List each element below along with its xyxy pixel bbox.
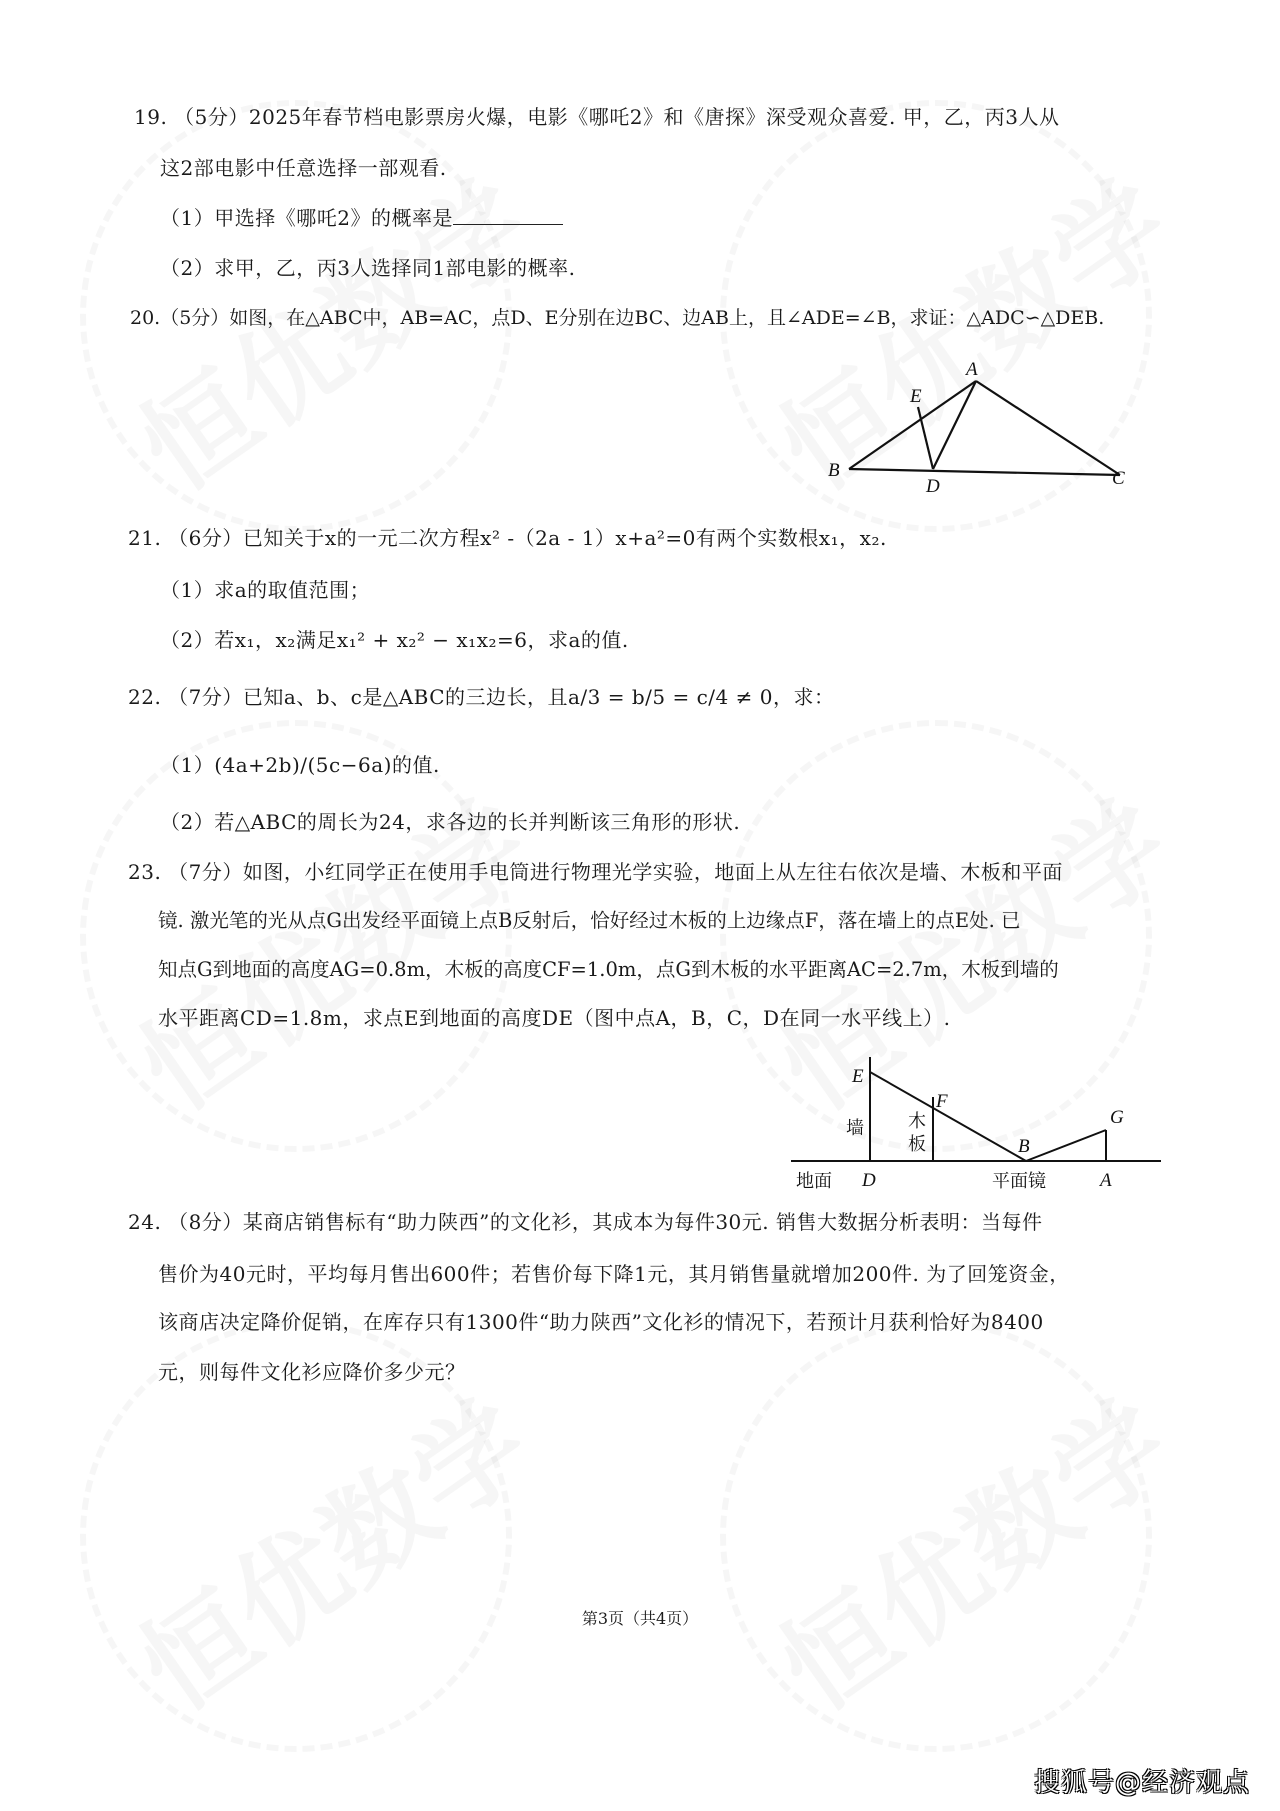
label-A: A: [1100, 1170, 1112, 1191]
q24-stem-line2: 售价为40元时，平均每月售出600件；若售价每下降1元，其月销售量就增加200件. 为了回笼资金，: [158, 1262, 1070, 1286]
q19-stem-line2: 这2部电影中任意选择一部观看.: [160, 156, 447, 180]
label-D: D: [926, 476, 940, 497]
q22-part2: （2）若△ABC的周长为24，求各边的长并判断该三角形的形状.: [160, 810, 741, 834]
q23-stem-line3: 知点G到地面的高度AG=0.8m，木板的高度CF=1.0m，点G到木板的水平距离AC=2.7m，木板到墙的: [158, 958, 1059, 981]
q21-stem: 21. （6分）已知关于x的一元二次方程x² -（2a - 1）x+a²=0有两个实数根x₁，x₂.: [128, 526, 887, 550]
label-B: B: [1018, 1136, 1030, 1157]
q23-stem-line4: 水平距离CD=1.8m，求点E到地面的高度DE（图中点A，B，C，D在同一水平线上）.: [158, 1006, 951, 1030]
label-board: 板: [908, 1134, 926, 1155]
label-E: E: [910, 386, 922, 407]
label-B: B: [828, 460, 840, 481]
label-ground: 地面: [796, 1171, 832, 1192]
q19-part1-text: （1）甲选择《哪吒2》的概率是: [160, 206, 453, 230]
label-E: E: [852, 1066, 864, 1087]
q23-stem-line2: 镜. 激光笔的光从点G出发经平面镜上点B反射后，恰好经过木板的上边缘点F，落在墙上的点E处. 已: [158, 909, 1021, 932]
label-D: D: [862, 1170, 876, 1191]
label-A: A: [966, 359, 978, 380]
label-F: F: [936, 1091, 948, 1112]
q21-part1: （1）求a的取值范围；: [160, 578, 371, 602]
page-footer: 第3页（共4页）: [581, 1609, 699, 1628]
q20-triangle-figure: [849, 381, 1120, 475]
q23-stem-line1: 23. （7分）如图，小红同学正在使用手电筒进行物理光学实验，地面上从左往右依次是墙、木板和平面: [128, 860, 1063, 884]
label-G: G: [1110, 1107, 1124, 1128]
q20-stem: 20.（5分）如图，在△ABC中，AB=AC，点D、E分别在边BC、边AB上，且∠ADE=∠B，求证：△ADC∽△DEB.: [130, 307, 1105, 329]
q24-stem-line4: 元，则每件文化衫应降价多少元？: [158, 1360, 466, 1384]
q22-stem: 22. （7分）已知a、b、c是△ABC的三边长，且a/3 = b/5 = c/4 ≠ 0，求：: [128, 685, 835, 709]
q24-stem-line3: 该商店决定降价促销，在库存只有1300件“助力陕西”文化衫的情况下，若预计月获利恰好为8400: [158, 1310, 1044, 1334]
q23-light-figure: [791, 1057, 1161, 1161]
label-wall: 墙: [846, 1118, 864, 1139]
label-C: C: [1112, 468, 1125, 489]
q19-stem-line1: 19. （5分）2025年春节档电影票房火爆，电影《哪吒2》和《唐探》深受观众喜爱. 甲，乙，丙3人从: [134, 105, 1060, 129]
label-mirror: 平面镜: [992, 1171, 1046, 1192]
label-board: 木: [908, 1111, 926, 1132]
source-watermark: 搜狐号@经济观点: [1033, 1768, 1250, 1798]
q22-part1: （1）(4a+2b)/(5c−6a)的值.: [160, 753, 440, 777]
q21-part2: （2）若x₁，x₂满足x₁² + x₂² − x₁x₂=6，求a的值.: [160, 628, 629, 652]
q19-part2: （2）求甲，乙，丙3人选择同1部电影的概率.: [160, 256, 576, 280]
q24-stem-line1: 24. （8分）某商店销售标有“助力陕西”的文化衫，其成本为每件30元. 销售大数据分析表明：当每件: [128, 1210, 1043, 1234]
